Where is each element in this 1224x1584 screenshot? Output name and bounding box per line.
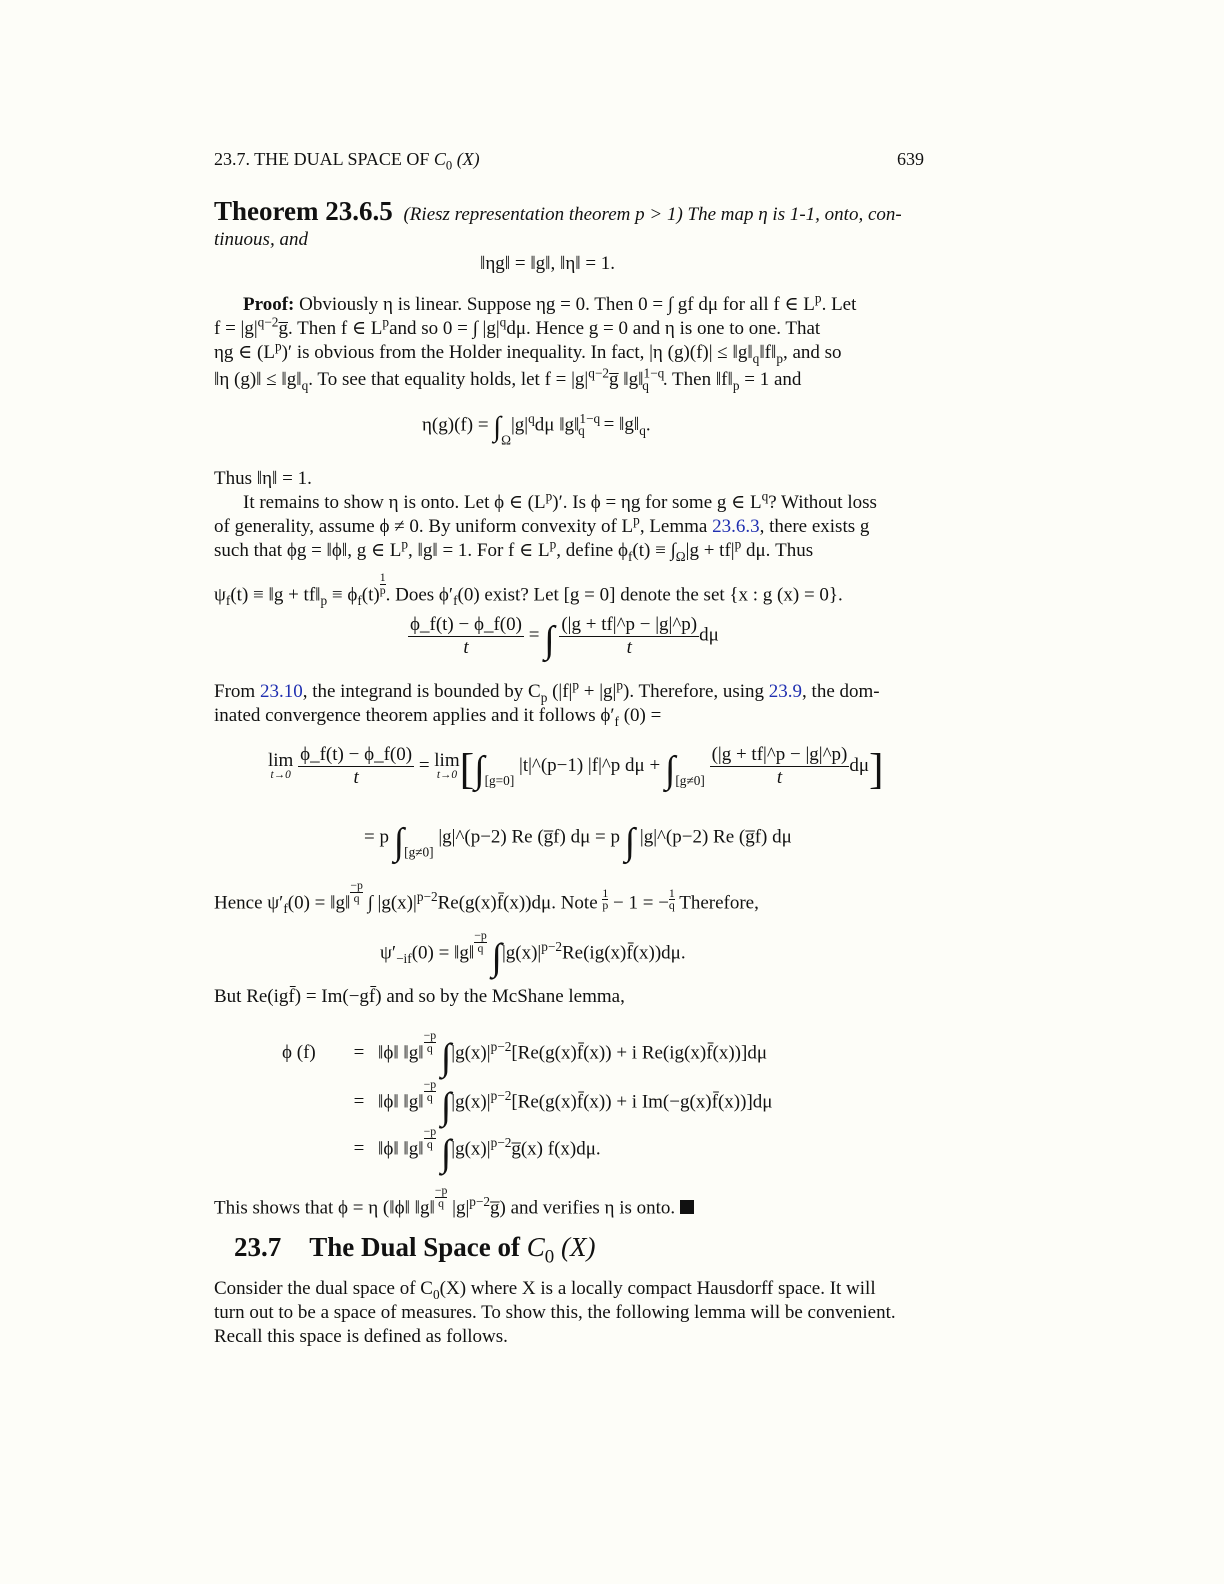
thus-line: Thus ‖η‖ = 1.	[214, 468, 312, 489]
conclusion-line: This shows that ϕ = η (‖ϕ‖ ‖g‖ $\frac{-p}{q}$ $|g|^{p-2}g̅$) and verifies η is onto.	[214, 1185, 927, 1220]
proof-label: Proof:	[243, 294, 295, 315]
integral-sign: ∫	[493, 412, 502, 443]
running-title: 23.7. THE DUAL SPACE OF	[214, 149, 434, 169]
theorem-statement: Theorem 23.6.5 (Riesz representation theorem p > 1) The map η is 1-1, onto, con-	[214, 196, 902, 226]
equation-limit-result: = p $\int_{[g\ne 0]}$ |g|^(p−2) Re (g̅f) dμ = p ∫ |g|^(p−2) Re (g̅f) dμ	[364, 821, 792, 863]
integral-sign: ∫	[440, 1132, 452, 1175]
section-para-line-3: Recall this space is defined as follows.	[214, 1326, 508, 1347]
integral-sign: ∫	[624, 821, 636, 863]
lemma-link[interactable]: 23.6.3	[712, 516, 760, 537]
align-row-1: ϕ (f) = ‖ϕ‖ ‖g‖ $\frac{-p}{q}$ $\int|g(x)|^{p-2}[Re(g(x)f̄(x)) + i$ Re(ig(x)f̄(x))]dμ	[282, 1029, 768, 1079]
section-heading: 23.7 The Dual Space of $C_0$ (X)	[234, 1232, 596, 1268]
integral-sign: ∫	[544, 619, 555, 662]
page-number: 639	[897, 149, 924, 169]
equation-eta-g-f: $\eta(g)(f) = \int_\Omega|g|^qd\mu$ ‖g‖$^{1-q}_q$ = $‖g‖_q$.	[422, 410, 651, 448]
equation-psi-prime: $\psi'_{-if}(0)$ = ‖g‖ $\frac{-p}{q}$ $\int|g(x)|^{p-2}Re(ig(x)f̄(x))d\mu$.	[380, 929, 686, 979]
proof-line-2: $f = |g|^{q-2}g̅$. Then f ∈ $L^pand$ so 0 = ∫ $|g|^qd\mu$. Hence g = 0 and η is one to one. That	[214, 314, 821, 339]
integral-sign: ∫	[664, 749, 676, 792]
hence-line: Hence $\psi'_f(0)$ = ‖g‖ $\frac{-p}{q}$ ∫ $|g(x)|^{p-2}Re(g(x)f̄(x))d\mu$. Note $\frac{1}{p}$ − 1 = − $\frac{1}{q}$ Therefore,	[214, 879, 759, 917]
proof-line-3: ηg ∈ $(L^p)'$ is obvious from the Holder inequality. In fact, |η $(g)(f)| \le ‖g‖_q‖f‖_p$, and so	[214, 338, 842, 366]
proof-line-1: Proof: Obviously η is linear. Suppose ηg = 0. Then 0 = ∫ gf dμ for all f ∈ $L^p$. Let	[243, 290, 857, 315]
align-row-2: = ‖ϕ‖ ‖g‖ $\frac{-p}{q}$ $\int|g(x)|^{p-2}[Re(g(x)f̄(x)) + i$ Im(−g(x)f̄(x))]dμ	[353, 1078, 773, 1128]
section-title: The Dual Space of	[309, 1232, 527, 1262]
section-para-line-2: turn out to be a space of measures. To show this, the following lemma will be convenient.	[214, 1302, 896, 1323]
onto-line-2: of generality, assume ϕ ≠ 0. By uniform convexity of $L^p$, Lemma 23.6.3, there exists g	[214, 512, 870, 537]
theorem-label: Theorem 23.6.5	[214, 196, 393, 226]
integral-sign: ∫	[440, 1036, 452, 1079]
align-row-3: = ‖ϕ‖ ‖g‖ $\frac{-p}{q}$ $\int|g(x)|^{p-2}g̅(x)$ f(x)dμ.	[353, 1125, 601, 1175]
section-number: 23.7	[234, 1232, 282, 1262]
integral-sign: ∫	[393, 821, 405, 863]
mcshane-line: But Re(igf̄) = Im(−gf̄) and so by the McShane lemma,	[214, 986, 625, 1007]
equation-limit: lim t→0 $\frac{\phi\_f(t) - \phi\_f(0)}{t}$ = lim t→0 [$\int_{[g=0]}$ |t|^(p−1) |f|^p $d\mu + \int_{[g\ne 0]}$ $\frac{(|g + tf|\^{}p - |g|\^{}p)}{t}$ dμ]	[268, 744, 884, 793]
equation-difference-quotient: $\frac{\phi\_f(t) - \phi\_f(0)}{t}$ = ∫ $\frac{(|g + tf|\^{}p - |g|\^{}p)}{t}$ dμ	[410, 614, 719, 662]
section-para-line-1: Consider the dual space of $C_0(X)$ where X is a locally compact Hausdorff space. It will	[214, 1278, 876, 1302]
bound-line-1: From 23.10, the integrand is bounded by $C_p$ $(|f|^p + |g|^p)$. Therefore, using 23.9, the dom-	[214, 677, 880, 705]
integral-sign: ∫	[440, 1085, 452, 1128]
fraction-1-over-p: $\frac{1}{p}$	[379, 571, 386, 597]
equation-link-23-9[interactable]: 23.9	[768, 681, 803, 702]
theorem-statement-cont: tinuous, and	[214, 229, 308, 250]
equation-link-23-10[interactable]: 23.10	[259, 681, 303, 702]
bound-line-2: inated convergence theorem applies and it follows $\phi'_f$ (0) =	[214, 705, 662, 729]
onto-line-1: It remains to show η is onto. Let ϕ ∈ $(L^p)'$. Is ϕ = ηg for some g ∈ $L^q$? Without loss	[243, 488, 877, 513]
integral-sign: ∫	[491, 936, 502, 979]
theorem-display-equation: ‖ηg‖ = ‖g‖, ‖η‖ = 1.	[480, 253, 616, 274]
qed-square-icon	[680, 1200, 694, 1214]
onto-line-4: $\psi_f(t)$ ≡ ‖g + $tf‖_p \equiv \phi_f(t)$ $\frac{1}{p}$ . Does $\phi'_f(0)$ exist? Let [g = 0] denote the set {x : g (x) = 0}.	[214, 571, 843, 609]
running-header: 23.7. THE DUAL SPACE OF $C_0$ (X)	[214, 149, 480, 173]
onto-line-3: such that ϕg = ‖ϕ‖, g ∈ $L^p$, ‖g‖ = 1. For f ∈ $L^p$, define $\phi_f(t) \equiv \int_\Omega|g + tf|^p$ dμ. Thus	[214, 536, 814, 564]
proof-line-4: ‖η (g)‖ ≤ $‖g‖_q$. To see that equality holds, let $f = |g|^{q-2}g̅$ ‖g‖$^{1-q}_q$ . Then $‖f‖_p = 1$ and	[214, 365, 802, 393]
integral-sign: ∫	[474, 749, 485, 792]
